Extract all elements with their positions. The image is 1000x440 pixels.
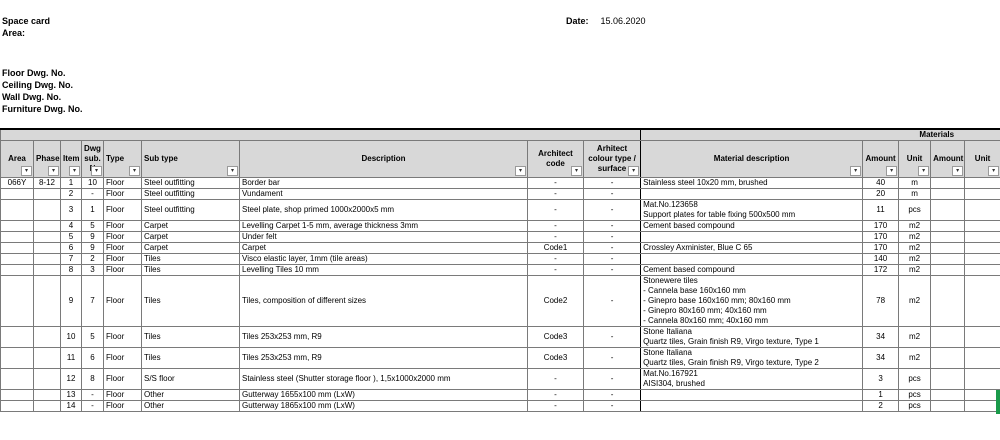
table-row bbox=[1, 276, 1000, 327]
table-row bbox=[1, 243, 1000, 254]
filter-dropdown-icon[interactable]: ▾ bbox=[628, 166, 639, 176]
cell-empty[interactable] bbox=[931, 254, 965, 265]
material-line: Cement based compound bbox=[643, 221, 735, 230]
cell-code[interactable]: - bbox=[528, 178, 584, 189]
cell-item[interactable]: 10 bbox=[61, 327, 82, 348]
cell-code[interactable]: - bbox=[528, 189, 584, 200]
cell-colour[interactable]: - bbox=[584, 243, 641, 254]
cell-sub[interactable]: Tiles bbox=[142, 254, 240, 265]
material-line: Stainless steel 10x20 mm, brushed bbox=[643, 178, 768, 187]
cell-colour[interactable]: - bbox=[584, 401, 641, 412]
furniture-dwg-label: Furniture Dwg. No. bbox=[2, 104, 83, 114]
wall-dwg-label: Wall Dwg. No. bbox=[2, 92, 62, 102]
cell-unit[interactable]: m2 bbox=[899, 221, 931, 232]
cell-amount[interactable]: 170 bbox=[863, 232, 899, 243]
filter-dropdown-icon[interactable]: ▾ bbox=[571, 166, 582, 176]
cell-material-description[interactable] bbox=[641, 276, 863, 327]
col-area: Area ▾ bbox=[1, 141, 34, 178]
cell-desc[interactable]: Tiles 253x253 mm, R9 bbox=[240, 327, 528, 348]
cell-unit[interactable]: m bbox=[899, 178, 931, 189]
cell-selection-marker bbox=[996, 390, 1000, 414]
cell-type[interactable]: Floor bbox=[104, 243, 142, 254]
cell-code[interactable]: Code3 bbox=[528, 348, 584, 369]
cell-area[interactable] bbox=[1, 189, 34, 200]
cell-area[interactable] bbox=[1, 401, 34, 412]
cell-desc[interactable]: Visco elastic layer, 1mm (tile areas) bbox=[240, 254, 528, 265]
cell-phase[interactable] bbox=[34, 401, 61, 412]
floor-dwg-label: Floor Dwg. No. bbox=[2, 68, 66, 78]
header-group-blank bbox=[1, 129, 641, 141]
cell-empty[interactable] bbox=[965, 401, 1000, 412]
cell-dwg[interactable]: - bbox=[82, 390, 104, 401]
material-line: Stonewere tiles bbox=[643, 276, 698, 285]
cell-code[interactable]: - bbox=[528, 401, 584, 412]
cell-sub[interactable]: Tiles bbox=[142, 348, 240, 369]
material-line: Stone Italiana bbox=[643, 327, 693, 336]
table-row bbox=[1, 327, 1000, 348]
col-material-description: Material description ▾ bbox=[641, 141, 863, 178]
col-description: Description ▾ bbox=[240, 141, 528, 178]
cell-sub[interactable]: Tiles bbox=[142, 276, 240, 327]
cell-phase[interactable] bbox=[34, 276, 61, 327]
cell-dwg[interactable]: 9 bbox=[82, 232, 104, 243]
cell-material-description[interactable] bbox=[641, 178, 863, 189]
cell-type[interactable]: Floor bbox=[104, 327, 142, 348]
cell-empty[interactable] bbox=[965, 243, 1000, 254]
date-value: 15.06.2020 bbox=[600, 16, 646, 26]
cell-desc[interactable]: Gutterway 1865x100 mm (LxW) bbox=[240, 401, 528, 412]
cell-code[interactable]: Code1 bbox=[528, 243, 584, 254]
cell-sub[interactable]: Other bbox=[142, 390, 240, 401]
cell-dwg[interactable]: 5 bbox=[82, 327, 104, 348]
table-row bbox=[1, 221, 1000, 232]
cell-area[interactable]: 066Y bbox=[1, 178, 34, 189]
cell-sub[interactable]: S/S floor bbox=[142, 369, 240, 390]
material-line: Cement based compound bbox=[643, 265, 735, 274]
cell-type[interactable]: Floor bbox=[104, 254, 142, 265]
cell-amount[interactable]: 170 bbox=[863, 221, 899, 232]
cell-dwg[interactable]: 1 bbox=[82, 200, 104, 221]
filter-dropdown-icon[interactable]: ▾ bbox=[69, 166, 80, 176]
filter-dropdown-icon[interactable]: ▾ bbox=[886, 166, 897, 176]
cell-empty[interactable] bbox=[965, 348, 1000, 369]
cell-area[interactable] bbox=[1, 254, 34, 265]
cell-amount[interactable]: 40 bbox=[863, 178, 899, 189]
cell-sub[interactable]: Other bbox=[142, 401, 240, 412]
cell-colour[interactable]: - bbox=[584, 232, 641, 243]
cell-empty[interactable] bbox=[931, 232, 965, 243]
col-arhitect-colour: Arhitect colour type / surface ▾ bbox=[584, 141, 641, 178]
cell-desc[interactable]: Stainless steel (Shutter storage floor ), 1,5x1000x2000 mm bbox=[240, 369, 528, 390]
cell-unit[interactable]: m2 bbox=[899, 327, 931, 348]
cell-unit[interactable]: pcs bbox=[899, 369, 931, 390]
space-card-table bbox=[0, 128, 1000, 412]
cell-desc[interactable]: Gutterway 1655x100 mm (LxW) bbox=[240, 390, 528, 401]
cell-empty[interactable] bbox=[931, 348, 965, 369]
filter-dropdown-icon[interactable]: ▾ bbox=[850, 166, 861, 176]
cell-empty[interactable] bbox=[965, 189, 1000, 200]
cell-colour[interactable]: - bbox=[584, 200, 641, 221]
table-row bbox=[1, 232, 1000, 243]
ceiling-dwg-label: Ceiling Dwg. No. bbox=[2, 80, 73, 90]
cell-colour[interactable]: - bbox=[584, 178, 641, 189]
cell-material-description[interactable] bbox=[641, 232, 863, 243]
cell-item[interactable]: 11 bbox=[61, 348, 82, 369]
cell-empty[interactable] bbox=[965, 265, 1000, 276]
cell-desc[interactable]: Tiles 253x253 mm, R9 bbox=[240, 348, 528, 369]
cell-amount[interactable]: 140 bbox=[863, 254, 899, 265]
cell-colour[interactable]: - bbox=[584, 348, 641, 369]
cell-phase[interactable] bbox=[34, 390, 61, 401]
cell-desc[interactable]: Tiles, composition of different sizes bbox=[240, 276, 528, 327]
cell-unit[interactable]: m2 bbox=[899, 276, 931, 327]
filter-dropdown-icon[interactable]: ▾ bbox=[21, 166, 32, 176]
cell-code[interactable]: Code2 bbox=[528, 276, 584, 327]
material-line: - Cannela 80x160 mm; 40x160 mm bbox=[643, 316, 769, 325]
cell-code[interactable]: - bbox=[528, 200, 584, 221]
cell-type[interactable]: Floor bbox=[104, 276, 142, 327]
cell-phase[interactable] bbox=[34, 369, 61, 390]
cell-colour[interactable]: - bbox=[584, 189, 641, 200]
table-row bbox=[1, 200, 1000, 221]
cell-unit[interactable]: pcs bbox=[899, 200, 931, 221]
filter-dropdown-icon[interactable]: ▾ bbox=[952, 166, 963, 176]
cell-dwg[interactable]: 3 bbox=[82, 265, 104, 276]
cell-item[interactable]: 1 bbox=[61, 178, 82, 189]
cell-empty[interactable] bbox=[965, 276, 1000, 327]
cell-dwg[interactable]: 2 bbox=[82, 254, 104, 265]
cell-amount[interactable]: 20 bbox=[863, 189, 899, 200]
cell-sub[interactable]: Carpet bbox=[142, 221, 240, 232]
cell-phase[interactable] bbox=[34, 221, 61, 232]
col-architect-code: Architect code ▾ bbox=[528, 141, 584, 178]
cell-dwg[interactable]: 9 bbox=[82, 243, 104, 254]
cell-empty[interactable] bbox=[931, 243, 965, 254]
material-line: - Ginepro 80x160 mm; 40x160 mm bbox=[643, 306, 767, 315]
table-row bbox=[1, 401, 1000, 412]
cell-dwg[interactable]: 7 bbox=[82, 276, 104, 327]
col-type: Type ▾ bbox=[104, 141, 142, 178]
cell-item[interactable]: 4 bbox=[61, 221, 82, 232]
cell-colour[interactable]: - bbox=[584, 265, 641, 276]
cell-sub[interactable]: Steel outfitting bbox=[142, 200, 240, 221]
material-line: - Cannela base 160x160 mm bbox=[643, 286, 746, 295]
cell-colour[interactable]: - bbox=[584, 327, 641, 348]
cell-type[interactable]: Floor bbox=[104, 178, 142, 189]
cell-unit[interactable]: m2 bbox=[899, 348, 931, 369]
cell-type[interactable]: Floor bbox=[104, 221, 142, 232]
cell-empty[interactable] bbox=[931, 221, 965, 232]
cell-item[interactable]: 3 bbox=[61, 200, 82, 221]
filter-dropdown-icon[interactable]: ▾ bbox=[918, 166, 929, 176]
cell-desc[interactable]: Levelling Carpet 1-5 mm, average thickness 3mm bbox=[240, 221, 528, 232]
cell-sub[interactable]: Carpet bbox=[142, 243, 240, 254]
cell-item[interactable]: 8 bbox=[61, 265, 82, 276]
cell-code[interactable]: - bbox=[528, 221, 584, 232]
cell-type[interactable]: Floor bbox=[104, 200, 142, 221]
cell-item[interactable]: 5 bbox=[61, 232, 82, 243]
col-unit-2: Unit ▾ bbox=[965, 141, 1000, 178]
cell-unit[interactable]: pcs bbox=[899, 390, 931, 401]
cell-item[interactable]: 2 bbox=[61, 189, 82, 200]
cell-code[interactable]: - bbox=[528, 254, 584, 265]
col-amount: Amount ▾ bbox=[863, 141, 899, 178]
col-sub-type: Sub type ▾ bbox=[142, 141, 240, 178]
material-line: Mat.No.123658 bbox=[643, 200, 698, 209]
cell-empty[interactable] bbox=[965, 327, 1000, 348]
cell-sub[interactable]: Carpet bbox=[142, 232, 240, 243]
cell-area[interactable] bbox=[1, 265, 34, 276]
cell-item[interactable]: 12 bbox=[61, 369, 82, 390]
table-row bbox=[1, 254, 1000, 265]
cell-phase[interactable] bbox=[34, 348, 61, 369]
cell-unit[interactable]: m bbox=[899, 189, 931, 200]
header-group-row bbox=[1, 129, 1000, 141]
date-label: Date: bbox=[566, 16, 589, 26]
date-field bbox=[566, 16, 646, 26]
cell-type[interactable]: Floor bbox=[104, 265, 142, 276]
cell-material-description[interactable] bbox=[641, 243, 863, 254]
table-body bbox=[1, 178, 1000, 412]
cell-phase[interactable] bbox=[34, 189, 61, 200]
cell-material-description[interactable] bbox=[641, 221, 863, 232]
cell-area[interactable] bbox=[1, 232, 34, 243]
cell-material-description[interactable] bbox=[641, 265, 863, 276]
cell-phase[interactable] bbox=[34, 254, 61, 265]
cell-code[interactable]: - bbox=[528, 232, 584, 243]
cell-type[interactable]: Floor bbox=[104, 189, 142, 200]
cell-sub[interactable]: Steel outfitting bbox=[142, 189, 240, 200]
cell-empty[interactable] bbox=[931, 265, 965, 276]
cell-empty[interactable] bbox=[965, 369, 1000, 390]
cell-type[interactable]: Floor bbox=[104, 390, 142, 401]
cell-phase[interactable] bbox=[34, 200, 61, 221]
cell-amount[interactable]: 34 bbox=[863, 348, 899, 369]
material-line: Stone Italiana bbox=[643, 348, 693, 357]
cell-sub[interactable]: Tiles bbox=[142, 327, 240, 348]
cell-unit[interactable]: m2 bbox=[899, 265, 931, 276]
cell-amount[interactable]: 78 bbox=[863, 276, 899, 327]
cell-item[interactable]: 14 bbox=[61, 401, 82, 412]
cell-amount[interactable]: 170 bbox=[863, 243, 899, 254]
cell-area[interactable] bbox=[1, 348, 34, 369]
cell-area[interactable] bbox=[1, 276, 34, 327]
cell-area[interactable] bbox=[1, 369, 34, 390]
col-phase: Phase ▾ bbox=[34, 141, 61, 178]
cell-desc[interactable]: Carpet bbox=[240, 243, 528, 254]
cell-code[interactable]: - bbox=[528, 265, 584, 276]
cell-area[interactable] bbox=[1, 200, 34, 221]
cell-empty[interactable] bbox=[931, 369, 965, 390]
cell-code[interactable]: - bbox=[528, 390, 584, 401]
cell-sub[interactable]: Steel outfitting bbox=[142, 178, 240, 189]
cell-type[interactable]: Floor bbox=[104, 348, 142, 369]
cell-desc[interactable]: Border bar bbox=[240, 178, 528, 189]
cell-item[interactable]: 6 bbox=[61, 243, 82, 254]
space-card-label: Space card bbox=[2, 16, 51, 26]
area-label: Area: bbox=[2, 28, 26, 38]
cell-empty[interactable] bbox=[931, 178, 965, 189]
cell-area[interactable] bbox=[1, 390, 34, 401]
filter-dropdown-icon[interactable]: ▾ bbox=[91, 166, 102, 176]
cell-unit[interactable]: pcs bbox=[899, 401, 931, 412]
cell-dwg[interactable]: 8 bbox=[82, 369, 104, 390]
cell-phase[interactable] bbox=[34, 243, 61, 254]
cell-type[interactable]: Floor bbox=[104, 401, 142, 412]
cell-desc[interactable]: Steel plate, shop primed 1000x2000x5 mm bbox=[240, 200, 528, 221]
cell-dwg[interactable]: 5 bbox=[82, 221, 104, 232]
cell-item[interactable]: 13 bbox=[61, 390, 82, 401]
cell-empty[interactable] bbox=[931, 276, 965, 327]
cell-area[interactable] bbox=[1, 221, 34, 232]
cell-empty[interactable] bbox=[931, 390, 965, 401]
col-dwg-sub-n: Dwg sub. ▾ bbox=[82, 141, 104, 178]
cell-amount[interactable]: 3 bbox=[863, 369, 899, 390]
filter-dropdown-icon[interactable]: ▾ bbox=[988, 166, 999, 176]
material-line: AISI304, brushed bbox=[643, 379, 705, 388]
cell-dwg[interactable]: - bbox=[82, 189, 104, 200]
material-line: - Ginepro base 160x160 mm; 80x160 mm bbox=[643, 296, 791, 305]
col-amount-2: Amount ▾ bbox=[931, 141, 965, 178]
materials-group-header: Materials bbox=[641, 129, 1000, 141]
cell-desc[interactable]: Levelling Tiles 10 mm bbox=[240, 265, 528, 276]
cell-empty[interactable] bbox=[965, 232, 1000, 243]
col-item: Item ▾ bbox=[61, 141, 82, 178]
cell-unit[interactable]: m2 bbox=[899, 232, 931, 243]
cell-dwg[interactable]: 6 bbox=[82, 348, 104, 369]
filter-dropdown-icon[interactable]: ▾ bbox=[129, 166, 140, 176]
table-row bbox=[1, 369, 1000, 390]
cell-colour[interactable]: - bbox=[584, 221, 641, 232]
material-line: Quartz tiles, Grain finish R9, Virgo texture, Type 2 bbox=[643, 358, 819, 367]
cell-phase[interactable] bbox=[34, 327, 61, 348]
cell-item[interactable]: 7 bbox=[61, 254, 82, 265]
cell-empty[interactable] bbox=[965, 221, 1000, 232]
filter-dropdown-icon[interactable]: ▾ bbox=[227, 166, 238, 176]
cell-area[interactable] bbox=[1, 243, 34, 254]
cell-phase[interactable] bbox=[34, 265, 61, 276]
cell-sub[interactable]: Tiles bbox=[142, 265, 240, 276]
cell-empty[interactable] bbox=[965, 178, 1000, 189]
cell-material-description[interactable] bbox=[641, 327, 863, 348]
cell-material-description[interactable] bbox=[641, 254, 863, 265]
cell-type[interactable]: Floor bbox=[104, 369, 142, 390]
cell-material-description[interactable] bbox=[641, 369, 863, 390]
table-row bbox=[1, 178, 1000, 189]
cell-material-description[interactable] bbox=[641, 200, 863, 221]
cell-phase[interactable]: 8-12 bbox=[34, 178, 61, 189]
cell-amount[interactable]: 2 bbox=[863, 401, 899, 412]
column-header-row bbox=[1, 141, 1000, 178]
cell-empty[interactable] bbox=[931, 401, 965, 412]
cell-amount[interactable]: 172 bbox=[863, 265, 899, 276]
cell-unit[interactable]: m2 bbox=[899, 243, 931, 254]
cell-dwg[interactable]: - bbox=[82, 401, 104, 412]
cell-colour[interactable]: - bbox=[584, 369, 641, 390]
filter-dropdown-icon[interactable]: ▾ bbox=[515, 166, 526, 176]
cell-material-description[interactable] bbox=[641, 189, 863, 200]
cell-amount[interactable]: 1 bbox=[863, 390, 899, 401]
cell-phase[interactable] bbox=[34, 232, 61, 243]
cell-code[interactable]: Code3 bbox=[528, 327, 584, 348]
cell-colour[interactable]: - bbox=[584, 276, 641, 327]
cell-empty[interactable] bbox=[965, 254, 1000, 265]
material-line: Mat.No.167921 bbox=[643, 369, 698, 378]
filter-dropdown-icon[interactable]: ▾ bbox=[48, 166, 59, 176]
cell-code[interactable]: - bbox=[528, 369, 584, 390]
cell-desc[interactable]: Under felt bbox=[240, 232, 528, 243]
material-line: Crossley Axminister, Blue C 65 bbox=[643, 243, 753, 252]
col-unit: Unit ▾ bbox=[899, 141, 931, 178]
material-line: Quartz tiles, Grain finish R9, Virgo texture, Type 1 bbox=[643, 337, 819, 346]
cell-material-description[interactable] bbox=[641, 390, 863, 401]
cell-amount[interactable]: 11 bbox=[863, 200, 899, 221]
material-line: Support plates for table fixing 500x500 mm bbox=[643, 210, 796, 219]
cell-amount[interactable]: 34 bbox=[863, 327, 899, 348]
cell-empty[interactable] bbox=[965, 390, 1000, 401]
table-row bbox=[1, 348, 1000, 369]
cell-material-description[interactable] bbox=[641, 401, 863, 412]
table-row bbox=[1, 265, 1000, 276]
cell-colour[interactable]: - bbox=[584, 390, 641, 401]
cell-empty[interactable] bbox=[931, 189, 965, 200]
cell-type[interactable]: Floor bbox=[104, 232, 142, 243]
cell-empty[interactable] bbox=[931, 200, 965, 221]
cell-empty[interactable] bbox=[931, 327, 965, 348]
cell-item[interactable]: 9 bbox=[61, 276, 82, 327]
table-row bbox=[1, 189, 1000, 200]
cell-empty[interactable] bbox=[965, 200, 1000, 221]
cell-dwg[interactable]: 10 bbox=[82, 178, 104, 189]
cell-colour[interactable]: - bbox=[584, 254, 641, 265]
cell-material-description[interactable] bbox=[641, 348, 863, 369]
cell-area[interactable] bbox=[1, 327, 34, 348]
cell-unit[interactable]: m2 bbox=[899, 254, 931, 265]
table-row bbox=[1, 390, 1000, 401]
cell-desc[interactable]: Vundament bbox=[240, 189, 528, 200]
